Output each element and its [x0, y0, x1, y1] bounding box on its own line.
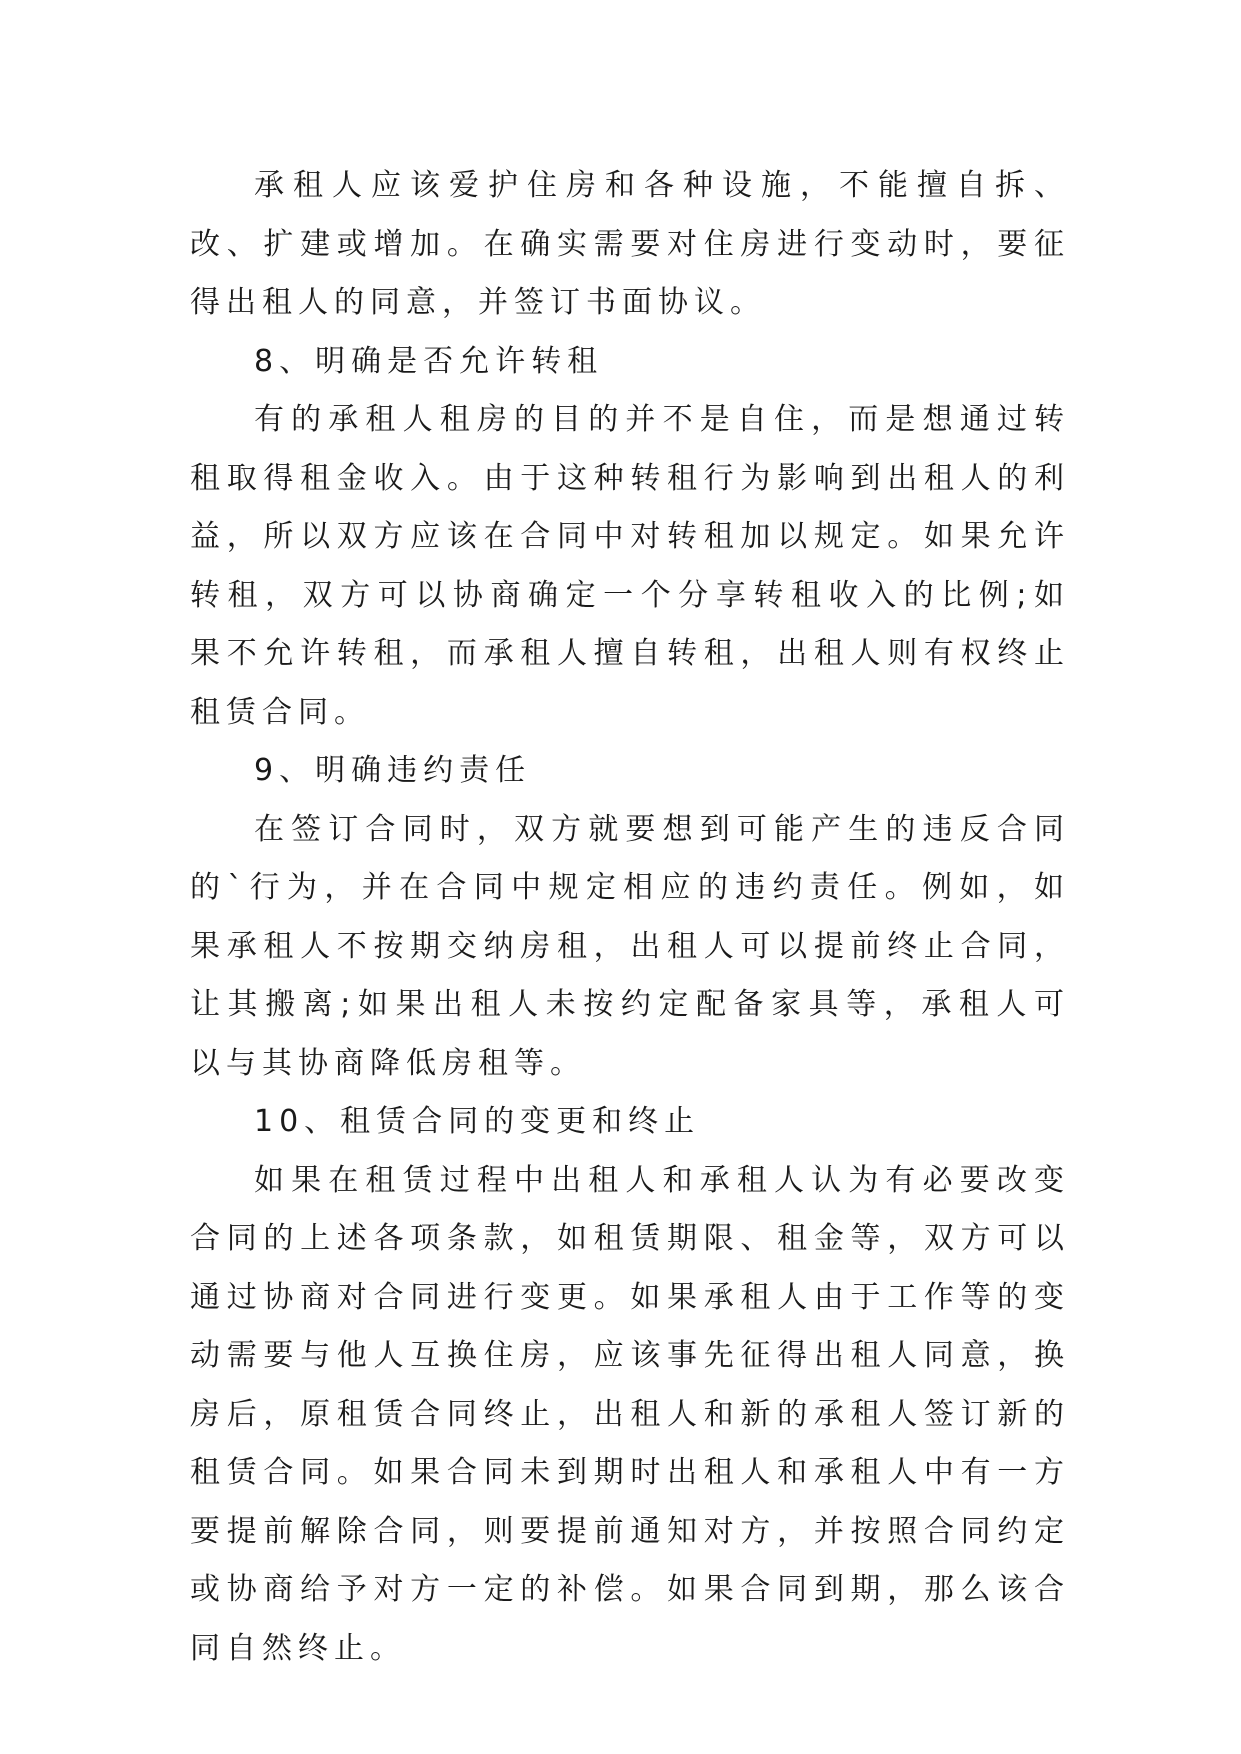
document-body — [190, 157, 1070, 1678]
section-heading-change-termination: 10、租赁合同的变更和终止 — [254, 1104, 701, 1139]
section-heading-breach: 9、明确违约责任 — [254, 753, 532, 788]
paragraph-breach: 在签订合同时，双方就要想到可能产生的违反合同的`行为，并在合同中规定相应的违约责任。例如，如果承租人不按期交纳房租，出租人可以提前终止合同，让其搬离;如果出租人未按约定配备家具等，承租人可以与其协商降低房租等。 — [190, 811, 1070, 1081]
paragraph-alteration-clause: 承租人应该爱护住房和各种设施，不能擅自拆、改、扩建或增加。在确实需要对住房进行变动时，要征得出租人的同意，并签订书面协议。 — [190, 168, 1070, 320]
section-heading-sublease: 8、明确是否允许转租 — [254, 343, 604, 379]
paragraph-change-termination: 如果在租赁过程中出租人和承租人认为有必要改变合同的上述各项条款，如租赁期限、租金等，双方可以通过协商对合同进行变更。如果承租人由于工作等的变动需要与他人互换住房，应该事先征得出租人同意，换房后，原租赁合同终止，出租人和新的承租人签订新的租赁合同。如果合同未到期时出租人和承租人中有一方要提前解除合同，则要提前通知对方，并按照合同约定或协商给予对方一定的补偿。如果合同到期，那么该合同自然终止。 — [190, 1162, 1070, 1666]
paragraph-sublease: 有的承租人租房的目的并不是自住，而是想通过转租取得租金收入。由于这种转租行为影响到出租人的利益，所以双方应该在合同中对转租加以规定。如果允许转租，双方可以协商确定一个分享转租收入的比例;如果不允许转租，而承租人擅自转租，出租人则有权终止租赁合同。 — [190, 402, 1070, 730]
